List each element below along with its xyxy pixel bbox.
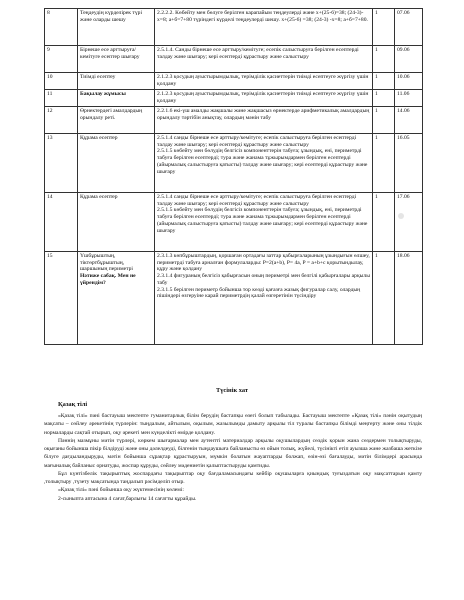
hours-count: 1 (373, 134, 395, 193)
lesson-topic (78, 252, 155, 345)
lesson-topic-text: Өрнектердегі амалдардың орындалу реті. (80, 108, 143, 121)
lesson-date: 17.06 (395, 193, 423, 252)
paragraph: «Қазақ тілі» пәні бойынша оқу жүктемесінің көлемі: (58, 487, 184, 494)
explanatory-note-body (44, 412, 422, 503)
lesson-topic (78, 9, 155, 46)
lesson-plan-table (44, 8, 423, 345)
hours-count: 1 (373, 252, 395, 345)
learning-objectives: 2.1.2.3 қосудың ауыстырымдылық, терімділік қасиеттерін тиімді есептеуге жүргізу үшін қолдану (155, 90, 373, 107)
hours-count: 1 (373, 9, 395, 46)
table-row (45, 107, 423, 134)
row-number: 13 (45, 134, 78, 193)
learning-objectives: 2.2.1.6 екі-үш амалды жақшалы және жақшасыз өрнектерде арифметикалық амалдардың орындалу тәртібін анықтау, олардың мәнін табу (155, 107, 373, 134)
row-number: 12 (45, 107, 78, 134)
lesson-topic (78, 73, 155, 90)
lesson-plan-body (45, 9, 423, 345)
table-row (45, 9, 423, 46)
lesson-topic-text: Бақылау жұмысы (80, 91, 126, 97)
row-number: 8 (45, 9, 78, 46)
row-number: 10 (45, 73, 78, 90)
row-number: 9 (45, 46, 78, 73)
hours-count: 1 (373, 46, 395, 73)
paragraph: Бұл күнтізбелік тақырыптық жоспардағы тақырыптар оқу бағдаламасындағы кейбір оқушыларға қиындық туғыздатын оқу мақсаттарын қамту ,толықтыру ,түзету мақсатында таңдалып рәсімделіп отыр. (44, 470, 422, 486)
table-row (45, 134, 423, 193)
hours-count: 1 (373, 90, 395, 107)
row-number: 14 (45, 193, 78, 252)
hours-count: 1 (373, 73, 395, 90)
table-row (45, 193, 423, 252)
lesson-topic-text: Бірнеше есе арттыруға/ кемітуге есептер шығару (80, 47, 140, 60)
lesson-date: 11.06 (395, 90, 423, 107)
table-row (45, 90, 423, 107)
lesson-topic (78, 107, 155, 134)
paragraph: 2-сыныпта аптасына 4 сағат,барлығы 14 сағатты құрайды. (58, 495, 197, 502)
lesson-date: 18.06 (395, 252, 423, 345)
lesson-date: 10.06 (395, 73, 423, 90)
lesson-topic (78, 46, 155, 73)
table-row (45, 73, 423, 90)
lesson-date: 14.06 (395, 107, 423, 134)
hours-count: 1 (373, 107, 395, 134)
scan-mark (398, 213, 404, 219)
lesson-topic (78, 90, 155, 107)
lesson-topic-text: Құрама есептер (80, 194, 118, 200)
lesson-topic-text: Үшбұрыштың, тіктөртбұрыштың, шаршының периметрі (80, 253, 133, 273)
hours-count: 1 (373, 193, 395, 252)
row-number: 15 (45, 252, 78, 345)
lesson-date: 16.05 (395, 134, 423, 193)
row-number: 11 (45, 90, 78, 107)
learning-objectives: 2.2.2.2. Көбейту мен бөлуге берілген карапайым теңдеулерді және х+(25-6)=38; (24-3)-х=8; а+б=7+80 түріндегі күрделі теңдеулерді шешу. х+(25-6) =38; (24-3) -х=8; а+б=7+80. (155, 9, 373, 46)
learning-objectives: 2.3.1.3 көпбұрыштардың, қоршаған ортадағы заттар қабырғаларының ұзындығын өлшеу, периметрді табуға арналған формулаларды: P=2(a+b), P= 4a, P = a+b+c қорытындылау, құру және қолдану 2.3.1.4 фигураның белгісіз қабырғасын оның периметрі мен белгілі қабырғалары арқылы табу 2.3.1.5 берілген периметр бойынша тор көзді қағазға жазық фигуралар салу, олардың пішіндері өзгеруіне карай периметрдің қалай өзгеретінін түсіндіру (155, 252, 373, 345)
explanatory-note-title: Түсінік хат (215, 387, 249, 394)
lesson-topic-text: Теңдеудің күрделірек түрі және оларды шешу (80, 10, 143, 23)
learning-objectives: 2.1.2.3 қосудың ауыстырымдылық, терімділік қасиеттерін тиімді есептеуге жүргізу үшін қолдану (155, 73, 373, 90)
lesson-topic-text: Құрама есептер (80, 135, 118, 141)
lesson-date: 07.06 (395, 9, 423, 46)
lesson-topic-text: Тиімді есептеу (80, 74, 116, 80)
lesson-topic (78, 193, 155, 252)
paragraph: «Қазақ тілі» пәні бастауыш мектепте гуманитарлық білім берудің бастапқы өзегі болып табылады. Бастауыш мектепте «Қазақ тілі» пәнін оқытудың мақсаты – сөйлеу әрекетінің түрлерін: тыңдалым, айтылым, оқылым, жазылымды дамыту арқылы тіл туралы бастапқы білімді меңгерту және оны тілдік нормаларды сақтай отырып, оқу әрекеті мен күнделікті өмірде қолдану. (44, 413, 422, 436)
lesson-topic (78, 134, 155, 193)
lesson-date: 09.06 (395, 46, 423, 73)
table-row (45, 46, 423, 73)
lesson-topic-extra: Нәтиже сабақ. Мен не үйрендім? (80, 273, 136, 286)
learning-objectives: 2.5.1.4 санды бірнеше есе арттыру/кемітуге; есепік салыстыруға берілген есептерді талдау және шығару; кері есептерді құрастыру және салыстыру 2.5.1.5 көбейту мен бөлудің белгісіз компоненттерін табуға; ұзындық, ені, периметрді табуға берілген есептерді; тура және жанама тұжырымдармен берілген есептерді (айырмалық салыстыруға қатысты) талдау және шығару; кері есептерді құрастыру және шығару (155, 193, 373, 252)
learning-objectives: 2.5.1.4 санды бірнеше есе арттыру/кемітуге; есепік салыстыруға берілген есептерді талдау және шығару; кері есептерді құрастыру және салыстыру 2.5.1.5 көбейту мен бөлудің белгісіз компоненттерін табуға; ұзындық, ені, периметрді табуға берілген есептерді; тура және жанама тұжырымдармен берілген есептерді (айырмалық салыстыруға қатысты) талдау және шығару; кері есептерді құрастыру және шығару (155, 134, 373, 193)
subject-heading: Қазақ тілі (58, 401, 88, 408)
paragraph: Пәннің мазмұны мәтін түрлері, көркем шығармалар мен аутентті материалдар арқылы оқушылардың сөздік қорын жана сөздермен толықтыруды, оқығаны бойынша пікір білдіруді және оны дәлелдеуді, білгенін тыңдаушыға байланысты өз ойын толық, жүйелі, түсінікті етіп ауызша және жазбаша жеткізе білуге дағдыландыруды, мәтін бойынша сұрақтар құрастыруын, мүмкін болатын жауаптарды болжап, өзін-өзі бағалауды, мәтін білімдері арасында мағыналық байланыс орнатуды, жоспар құруды, сөйлеу мәдениетін қалыптастыруды қамтиды. (44, 437, 422, 469)
table-row (45, 252, 423, 345)
learning-objectives: 2.5.1.4. Санды бірнеше есе арттыру/кемітуге; есепік салыстыруға берілген есептерді талдау және шығару; кері есептерді құрастыру және салыстыру (155, 46, 373, 73)
